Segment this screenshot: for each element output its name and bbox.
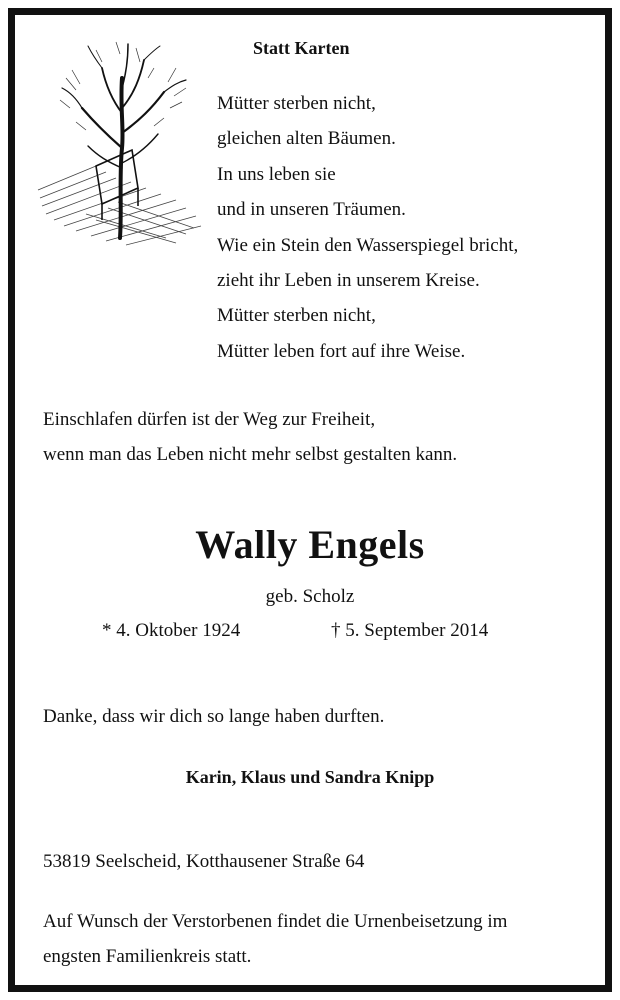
poem-line: In uns leben sie bbox=[217, 163, 336, 185]
poem-line: Wie ein Stein den Wasserspiegel bricht, bbox=[217, 234, 519, 256]
death-date: † 5. September 2014 bbox=[331, 620, 489, 641]
burial-notice-line: Auf Wunsch der Verstorbenen findet die Urnenbeisetzung im bbox=[43, 911, 508, 932]
birth-date: * 4. Oktober 1924 bbox=[102, 620, 241, 641]
mourners-names: Karin, Klaus und Sandra Knipp bbox=[185, 767, 435, 787]
maiden-name: geb. Scholz bbox=[265, 586, 355, 607]
address-line: 53819 Seelscheid, Kotthausener Straße 64 bbox=[43, 851, 365, 872]
burial-notice bbox=[43, 904, 507, 974]
tree-sketch-icon bbox=[36, 38, 206, 253]
burial-notice-line: engsten Familienkreis statt. bbox=[43, 946, 252, 967]
poem-line: gleichen alten Bäumen. bbox=[217, 128, 396, 150]
quote bbox=[43, 402, 457, 472]
poem-line: Mütter sterben nicht, bbox=[217, 305, 376, 327]
quote-line: Einschlafen dürfen ist der Weg zur Freiheit, bbox=[43, 409, 376, 430]
poem-line: und in unseren Träumen. bbox=[217, 199, 406, 221]
thanks-text: Danke, dass wir dich so lange haben durften. bbox=[43, 706, 385, 727]
poem-line: zieht ihr Leben in unserem Kreise. bbox=[217, 269, 480, 291]
deceased-name: Wally Engels bbox=[195, 522, 425, 567]
quote-line: wenn man das Leben nicht mehr selbst gestalten kann. bbox=[43, 444, 458, 465]
statt-karten-heading: Statt Karten bbox=[253, 38, 350, 58]
poem bbox=[217, 86, 518, 369]
poem-line: Mütter sterben nicht, bbox=[217, 93, 376, 114]
poem-line: Mütter leben fort auf ihre Weise. bbox=[217, 340, 466, 362]
